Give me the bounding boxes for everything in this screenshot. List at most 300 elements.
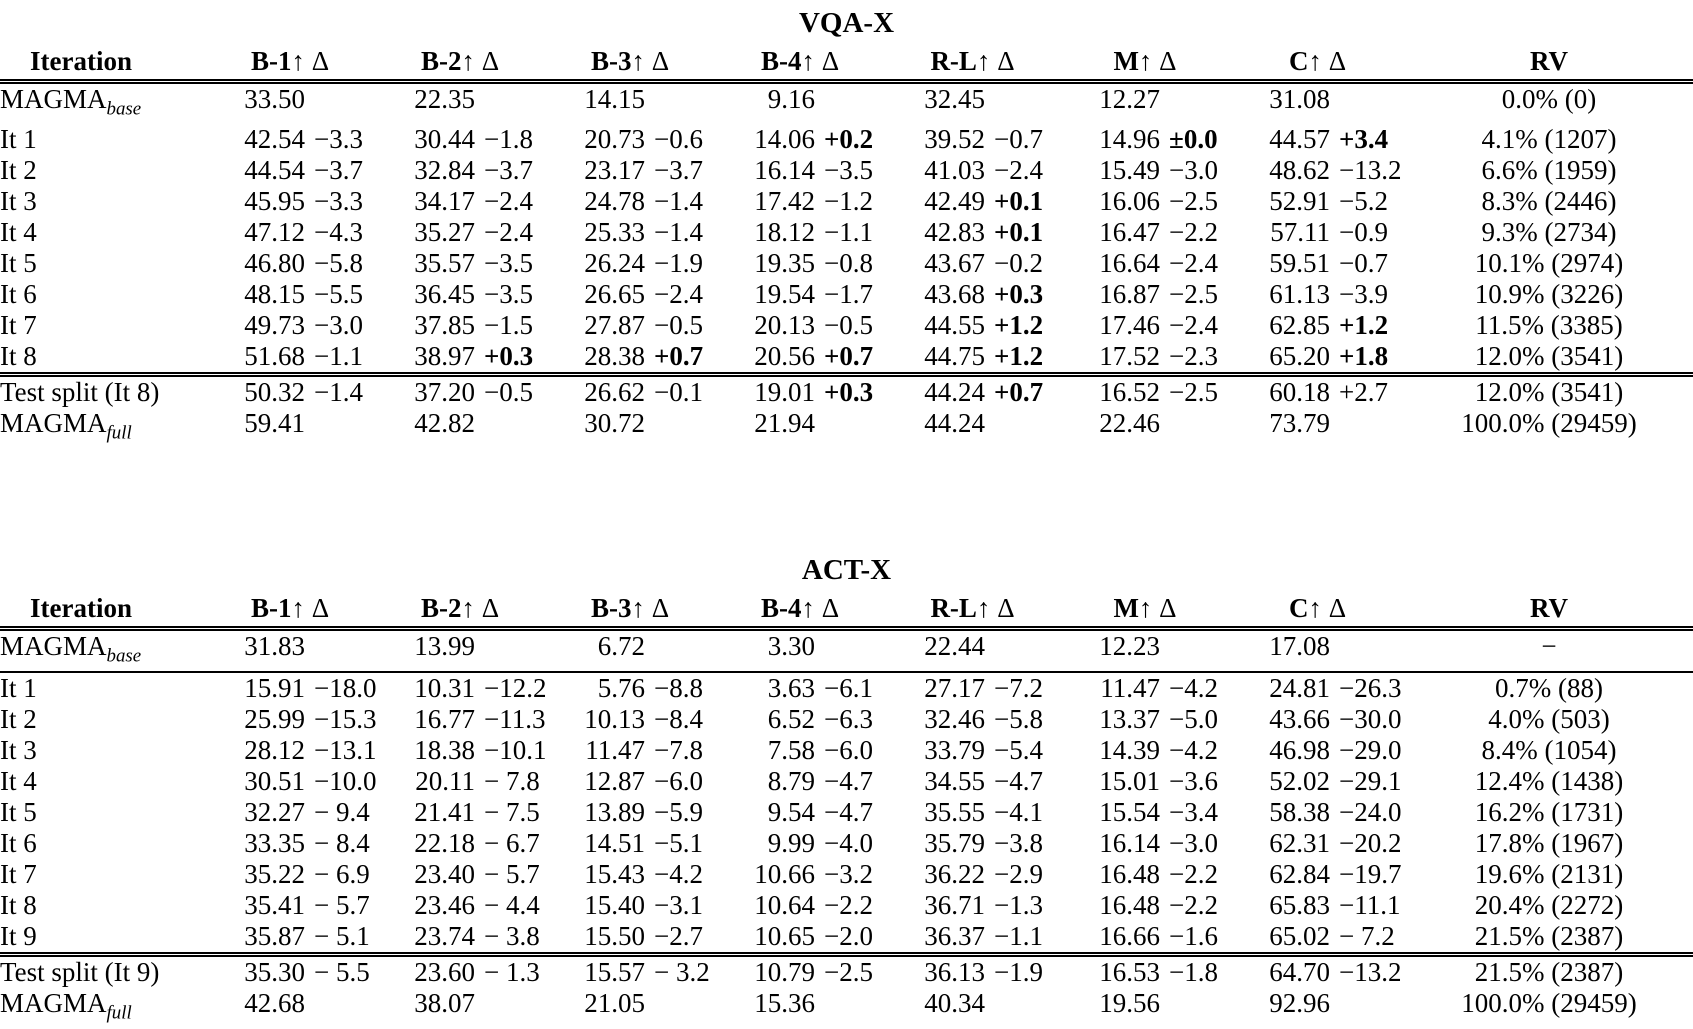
act-x-table-title: ACT-X — [801, 553, 892, 586]
metric-value: 33.35 — [244, 828, 305, 859]
metric-delta: − 3.2 — [654, 957, 710, 988]
metric-value: 59.41 — [244, 408, 305, 439]
row-label-subscript: base — [106, 98, 142, 120]
column-header: R-L↑ Δ — [885, 591, 1060, 629]
metric-delta: −1.9 — [654, 248, 703, 279]
table-row — [0, 766, 1693, 797]
row-label: It 6 — [0, 828, 37, 859]
metric-delta: −3.1 — [654, 890, 703, 921]
metric-cell — [375, 672, 545, 704]
row-label-subscript: full — [106, 1002, 132, 1024]
metric-cell — [885, 217, 1060, 248]
metric-cell — [715, 310, 885, 341]
metric-cell — [205, 186, 375, 217]
metric-cell — [1060, 797, 1230, 828]
column-header: B-4↑ Δ — [715, 44, 885, 82]
metric-cell — [885, 375, 1060, 409]
metric-value: 16.48 — [1099, 859, 1160, 890]
metric-value: 34.55 — [924, 766, 985, 797]
metric-delta: −6.3 — [824, 704, 873, 735]
metric-value: 27.87 — [584, 310, 645, 341]
act-x-table — [0, 591, 1693, 1029]
metric-delta: −0.7 — [994, 124, 1043, 155]
metric-value: 19.01 — [754, 377, 815, 408]
metric-value: 33.50 — [244, 84, 305, 114]
metric-cell — [545, 124, 715, 155]
table-row — [0, 186, 1693, 217]
metric-value: 10.13 — [584, 704, 645, 735]
metric-cell — [545, 955, 715, 989]
metric-cell — [205, 828, 375, 859]
row-label: $MAGMA_{full}$ — [0, 988, 132, 1024]
metric-delta: −1.1 — [824, 217, 873, 248]
metric-cell — [885, 859, 1060, 890]
metric-cell — [205, 124, 375, 155]
metric-value: 61.13 — [1269, 279, 1330, 310]
metric-delta: −3.5 — [484, 248, 533, 279]
metric-value: 44.75 — [924, 341, 985, 372]
metric-value: 59.51 — [1269, 248, 1330, 279]
metric-cell — [1060, 704, 1230, 735]
metric-value: 47.12 — [244, 217, 305, 248]
metric-cell — [375, 310, 545, 341]
metric-cell — [375, 124, 545, 155]
metric-delta: +1.2 — [994, 341, 1044, 372]
metric-cell — [885, 797, 1060, 828]
row-label: It 6 — [0, 279, 37, 310]
metric-delta: −18.0 — [314, 673, 377, 704]
metric-delta: −19.7 — [1339, 859, 1402, 890]
metric-value: 44.57 — [1269, 124, 1330, 155]
metric-cell — [545, 279, 715, 310]
metric-delta: −10.0 — [314, 766, 377, 797]
table-row — [0, 797, 1693, 828]
rv-cell: 100.0% (29459) — [1461, 988, 1637, 1019]
row-label: It 5 — [0, 248, 37, 279]
metric-value: 20.73 — [584, 124, 645, 155]
metric-cell — [1060, 408, 1230, 448]
metric-cell — [205, 217, 375, 248]
metric-cell — [375, 375, 545, 409]
row-label: $MAGMA_{base}$ — [0, 630, 142, 667]
metric-cell — [1060, 890, 1230, 921]
metric-value: 28.12 — [244, 735, 305, 766]
metric-cell — [715, 155, 885, 186]
metric-delta: −30.0 — [1339, 704, 1402, 735]
metric-cell — [885, 955, 1060, 989]
metric-delta: − 6.7 — [484, 828, 540, 859]
metric-cell — [885, 672, 1060, 704]
metric-cell — [545, 186, 715, 217]
metric-value: 3.63 — [767, 673, 815, 704]
vqa-x-section — [0, 6, 1693, 449]
metric-cell — [545, 217, 715, 248]
metric-value: 60.18 — [1269, 377, 1330, 408]
metric-cell — [205, 375, 375, 409]
metric-delta: +0.3 — [994, 279, 1044, 310]
metric-delta: −3.5 — [484, 279, 533, 310]
column-header: C↑ Δ — [1230, 591, 1405, 629]
metric-value: 26.65 — [584, 279, 645, 310]
row-label-subscript: base — [106, 645, 142, 667]
metric-delta: −29.0 — [1339, 735, 1402, 766]
metric-value: 16.87 — [1099, 279, 1160, 310]
table-row — [0, 82, 1693, 125]
metric-cell — [1230, 186, 1405, 217]
metric-cell — [1060, 921, 1230, 955]
metric-value: 32.27 — [244, 797, 305, 828]
metric-delta: − 1.3 — [484, 957, 540, 988]
metric-value: 16.48 — [1099, 890, 1160, 921]
metric-cell — [545, 672, 715, 704]
metric-value: 36.71 — [924, 890, 985, 921]
metric-cell — [715, 628, 885, 672]
metric-delta: −12.2 — [484, 673, 547, 704]
metric-value: 17.42 — [754, 186, 815, 217]
metric-value: 38.07 — [414, 988, 475, 1019]
rv-cell: 19.6% (2131) — [1474, 859, 1624, 890]
metric-cell — [715, 408, 885, 448]
metric-value: 26.62 — [584, 377, 645, 408]
metric-cell — [1230, 628, 1405, 672]
rv-cell: 21.5% (2387) — [1474, 921, 1624, 952]
metric-delta: −2.9 — [994, 859, 1043, 890]
metric-cell — [375, 186, 545, 217]
metric-value: 42.68 — [244, 988, 305, 1019]
metric-value: 35.27 — [414, 217, 475, 248]
metric-value: 17.46 — [1099, 310, 1160, 341]
metric-delta: − 7.2 — [1339, 921, 1395, 952]
metric-cell — [205, 955, 375, 989]
metric-value: 13.37 — [1099, 704, 1160, 735]
metric-value: 10.31 — [414, 673, 475, 704]
metric-delta: −4.7 — [824, 766, 873, 797]
metric-value: 31.08 — [1269, 84, 1330, 114]
metric-delta: −3.0 — [314, 310, 363, 341]
column-header-iteration: Iteration — [0, 44, 205, 82]
metric-delta: +3.4 — [1339, 124, 1389, 155]
metric-delta: − 6.9 — [314, 859, 370, 890]
metric-value: 15.36 — [754, 988, 815, 1019]
metric-delta: −0.5 — [654, 310, 703, 341]
metric-value: 23.46 — [414, 890, 475, 921]
column-header-iteration: Iteration — [0, 591, 205, 629]
metric-delta: − 3.8 — [484, 921, 540, 952]
metric-cell — [375, 279, 545, 310]
metric-cell — [1060, 988, 1230, 1028]
table-row — [0, 155, 1693, 186]
metric-cell — [205, 704, 375, 735]
column-header: B-2↑ Δ — [375, 44, 545, 82]
metric-cell — [885, 408, 1060, 448]
metric-delta: −11.3 — [484, 704, 546, 735]
metric-delta: −24.0 — [1339, 797, 1402, 828]
metric-delta: −0.6 — [654, 124, 703, 155]
metric-cell — [375, 248, 545, 279]
metric-cell — [715, 955, 885, 989]
metric-delta: − 8.4 — [314, 828, 370, 859]
metric-cell — [1060, 341, 1230, 375]
metric-cell — [205, 672, 375, 704]
metric-value: 38.97 — [414, 341, 475, 372]
column-header: B-1↑ Δ — [205, 44, 375, 82]
row-label: It 3 — [0, 735, 37, 766]
metric-cell — [715, 797, 885, 828]
metric-delta: +0.7 — [994, 377, 1044, 408]
metric-value: 17.08 — [1269, 630, 1330, 661]
metric-value: 44.24 — [924, 408, 985, 439]
metric-cell — [885, 310, 1060, 341]
metric-cell — [1230, 955, 1405, 989]
metric-cell — [1060, 186, 1230, 217]
metric-value: 10.66 — [754, 859, 815, 890]
metric-delta: −5.0 — [1169, 704, 1218, 735]
row-label: It 4 — [0, 766, 37, 797]
metric-cell — [375, 955, 545, 989]
metric-cell — [1060, 735, 1230, 766]
vqa-x-table — [0, 44, 1693, 449]
metric-value: 44.24 — [924, 377, 985, 408]
metric-cell — [1060, 828, 1230, 859]
metric-delta: −3.3 — [314, 186, 363, 217]
metric-delta: −3.4 — [1169, 797, 1218, 828]
metric-delta: −2.4 — [484, 217, 533, 248]
metric-cell — [545, 735, 715, 766]
metric-delta: −11.1 — [1339, 890, 1401, 921]
metric-value: 50.32 — [244, 377, 305, 408]
metric-delta: −1.4 — [654, 186, 703, 217]
metric-delta: − 9.4 — [314, 797, 370, 828]
metric-value: 62.31 — [1269, 828, 1330, 859]
table-row — [0, 375, 1693, 409]
metric-cell — [885, 628, 1060, 672]
metric-delta: −2.7 — [654, 921, 703, 952]
metric-cell — [375, 921, 545, 955]
act-x-section — [0, 553, 1693, 1029]
table-row — [0, 672, 1693, 704]
metric-cell — [545, 341, 715, 375]
metric-delta: +1.8 — [1339, 341, 1389, 372]
metric-value: 73.79 — [1269, 408, 1330, 439]
metric-delta: −4.7 — [994, 766, 1043, 797]
metric-value: 22.44 — [924, 630, 985, 661]
rv-cell: 10.9% (3226) — [1474, 279, 1624, 310]
metric-cell — [205, 341, 375, 375]
metric-value: 16.64 — [1099, 248, 1160, 279]
row-label: It 7 — [0, 310, 37, 341]
metric-value: 22.35 — [414, 84, 475, 114]
header-row — [0, 44, 1693, 82]
metric-value: 32.46 — [924, 704, 985, 735]
row-label: Test split (It 8) — [0, 375, 205, 409]
metric-value: 20.13 — [754, 310, 815, 341]
metric-value: 51.68 — [244, 341, 305, 372]
metric-cell — [1060, 124, 1230, 155]
metric-value: 40.34 — [924, 988, 985, 1019]
metric-value: 13.99 — [414, 630, 475, 661]
metric-cell — [715, 921, 885, 955]
rv-cell: − — [1541, 630, 1557, 661]
metric-delta: −8.4 — [654, 704, 703, 735]
metric-value: 36.22 — [924, 859, 985, 890]
metric-cell — [715, 279, 885, 310]
metric-cell — [375, 155, 545, 186]
metric-cell — [715, 124, 885, 155]
metric-delta: −0.1 — [654, 377, 703, 408]
metric-value: 16.47 — [1099, 217, 1160, 248]
metric-cell — [885, 248, 1060, 279]
metric-value: 8.79 — [767, 766, 815, 797]
metric-cell — [375, 797, 545, 828]
metric-value: 35.87 — [244, 921, 305, 952]
metric-delta: − 7.5 — [484, 797, 540, 828]
metric-value: 14.51 — [584, 828, 645, 859]
metric-cell — [1060, 628, 1230, 672]
metric-delta: −3.0 — [1169, 828, 1218, 859]
metric-delta: −1.4 — [314, 377, 363, 408]
metric-delta: −2.5 — [1169, 186, 1218, 217]
metric-value: 46.98 — [1269, 735, 1330, 766]
metric-cell — [1230, 828, 1405, 859]
table-row — [0, 310, 1693, 341]
metric-value: 43.67 — [924, 248, 985, 279]
row-label: Test split (It 9) — [0, 955, 205, 989]
metric-delta: −0.9 — [1339, 217, 1388, 248]
vqa-x-table-title: VQA-X — [798, 7, 895, 39]
metric-cell — [1230, 375, 1405, 409]
metric-cell — [1230, 248, 1405, 279]
metric-cell — [1230, 704, 1405, 735]
metric-cell — [205, 248, 375, 279]
metric-cell — [1230, 735, 1405, 766]
metric-delta: −3.3 — [314, 124, 363, 155]
metric-delta: −13.2 — [1339, 957, 1402, 988]
metric-delta: −8.8 — [654, 673, 703, 704]
metric-delta: −2.5 — [1169, 279, 1218, 310]
metric-value: 65.20 — [1269, 341, 1330, 372]
row-label: It 3 — [0, 186, 37, 217]
metric-cell — [375, 828, 545, 859]
metric-delta: +0.3 — [484, 341, 534, 372]
metric-cell — [715, 766, 885, 797]
metric-cell — [205, 988, 375, 1028]
metric-value: 44.55 — [924, 310, 985, 341]
metric-value: 65.83 — [1269, 890, 1330, 921]
metric-value: 42.49 — [924, 186, 985, 217]
row-label: It 8 — [0, 890, 37, 921]
rv-cell: 20.4% (2272) — [1474, 890, 1624, 921]
metric-value: 24.81 — [1269, 673, 1330, 704]
metric-value: 35.79 — [924, 828, 985, 859]
rv-cell: 8.3% (2446) — [1481, 186, 1617, 217]
metric-value: 36.45 — [414, 279, 475, 310]
metric-cell — [545, 766, 715, 797]
table-row — [0, 890, 1693, 921]
metric-cell — [715, 704, 885, 735]
metric-cell — [885, 155, 1060, 186]
metric-cell — [545, 890, 715, 921]
metric-cell — [375, 628, 545, 672]
row-label: It 7 — [0, 859, 37, 890]
metric-value: 6.52 — [767, 704, 815, 735]
metric-value: 25.99 — [244, 704, 305, 735]
metric-cell — [205, 279, 375, 310]
table-row — [0, 341, 1693, 375]
metric-delta: +0.2 — [824, 124, 874, 155]
metric-cell — [1060, 217, 1230, 248]
metric-delta: +0.7 — [654, 341, 704, 372]
metric-value: 16.52 — [1099, 377, 1160, 408]
metric-delta: −2.2 — [1169, 217, 1218, 248]
metric-value: 34.17 — [414, 186, 475, 217]
metric-value: 42.82 — [414, 408, 475, 439]
metric-value: 41.03 — [924, 155, 985, 186]
metric-value: 9.99 — [767, 828, 815, 859]
metric-cell — [545, 248, 715, 279]
metric-delta: −5.9 — [654, 797, 703, 828]
metric-cell — [375, 988, 545, 1028]
metric-cell — [885, 890, 1060, 921]
metric-delta: +1.2 — [994, 310, 1044, 341]
metric-cell — [1060, 248, 1230, 279]
metric-cell — [715, 988, 885, 1028]
metric-cell — [1230, 82, 1405, 125]
metric-value: 17.52 — [1099, 341, 1160, 372]
metric-delta: −1.1 — [994, 921, 1043, 952]
metric-value: 18.38 — [414, 735, 475, 766]
column-header: RV — [1405, 44, 1693, 82]
rv-cell: 9.3% (2734) — [1481, 217, 1617, 248]
metric-delta: −5.8 — [994, 704, 1043, 735]
metric-delta: −4.0 — [824, 828, 873, 859]
metric-cell — [205, 628, 375, 672]
metric-value: 23.17 — [584, 155, 645, 186]
rv-cell: 12.0% (3541) — [1405, 375, 1693, 409]
metric-value: 23.74 — [414, 921, 475, 952]
metric-cell — [1060, 279, 1230, 310]
metric-delta: −2.4 — [1169, 310, 1218, 341]
metric-cell — [1060, 672, 1230, 704]
metric-delta: −0.2 — [994, 248, 1043, 279]
metric-value: 48.15 — [244, 279, 305, 310]
table-row — [0, 735, 1693, 766]
metric-delta: −2.4 — [1169, 248, 1218, 279]
metric-delta: −0.8 — [824, 248, 873, 279]
metric-cell — [375, 82, 545, 125]
metric-delta: − 4.4 — [484, 890, 540, 921]
metric-value: 15.50 — [584, 921, 645, 952]
metric-value: 20.11 — [415, 766, 475, 797]
column-header: M↑ Δ — [1060, 44, 1230, 82]
metric-delta: −7.2 — [994, 673, 1043, 704]
metric-value: 23.40 — [414, 859, 475, 890]
metric-value: 9.16 — [767, 84, 815, 114]
metric-value: 35.57 — [414, 248, 475, 279]
metric-cell — [715, 248, 885, 279]
metric-delta: −5.8 — [314, 248, 363, 279]
metric-cell — [545, 704, 715, 735]
metric-cell — [885, 279, 1060, 310]
metric-value: 37.20 — [414, 377, 475, 408]
row-label: It 8 — [0, 341, 37, 372]
column-header: B-2↑ Δ — [375, 591, 545, 629]
metric-delta: −3.5 — [824, 155, 873, 186]
metric-value: 37.85 — [414, 310, 475, 341]
metric-cell — [205, 797, 375, 828]
metric-delta: −2.4 — [484, 186, 533, 217]
metric-delta: +0.1 — [994, 217, 1044, 248]
metric-delta: −5.5 — [314, 279, 363, 310]
